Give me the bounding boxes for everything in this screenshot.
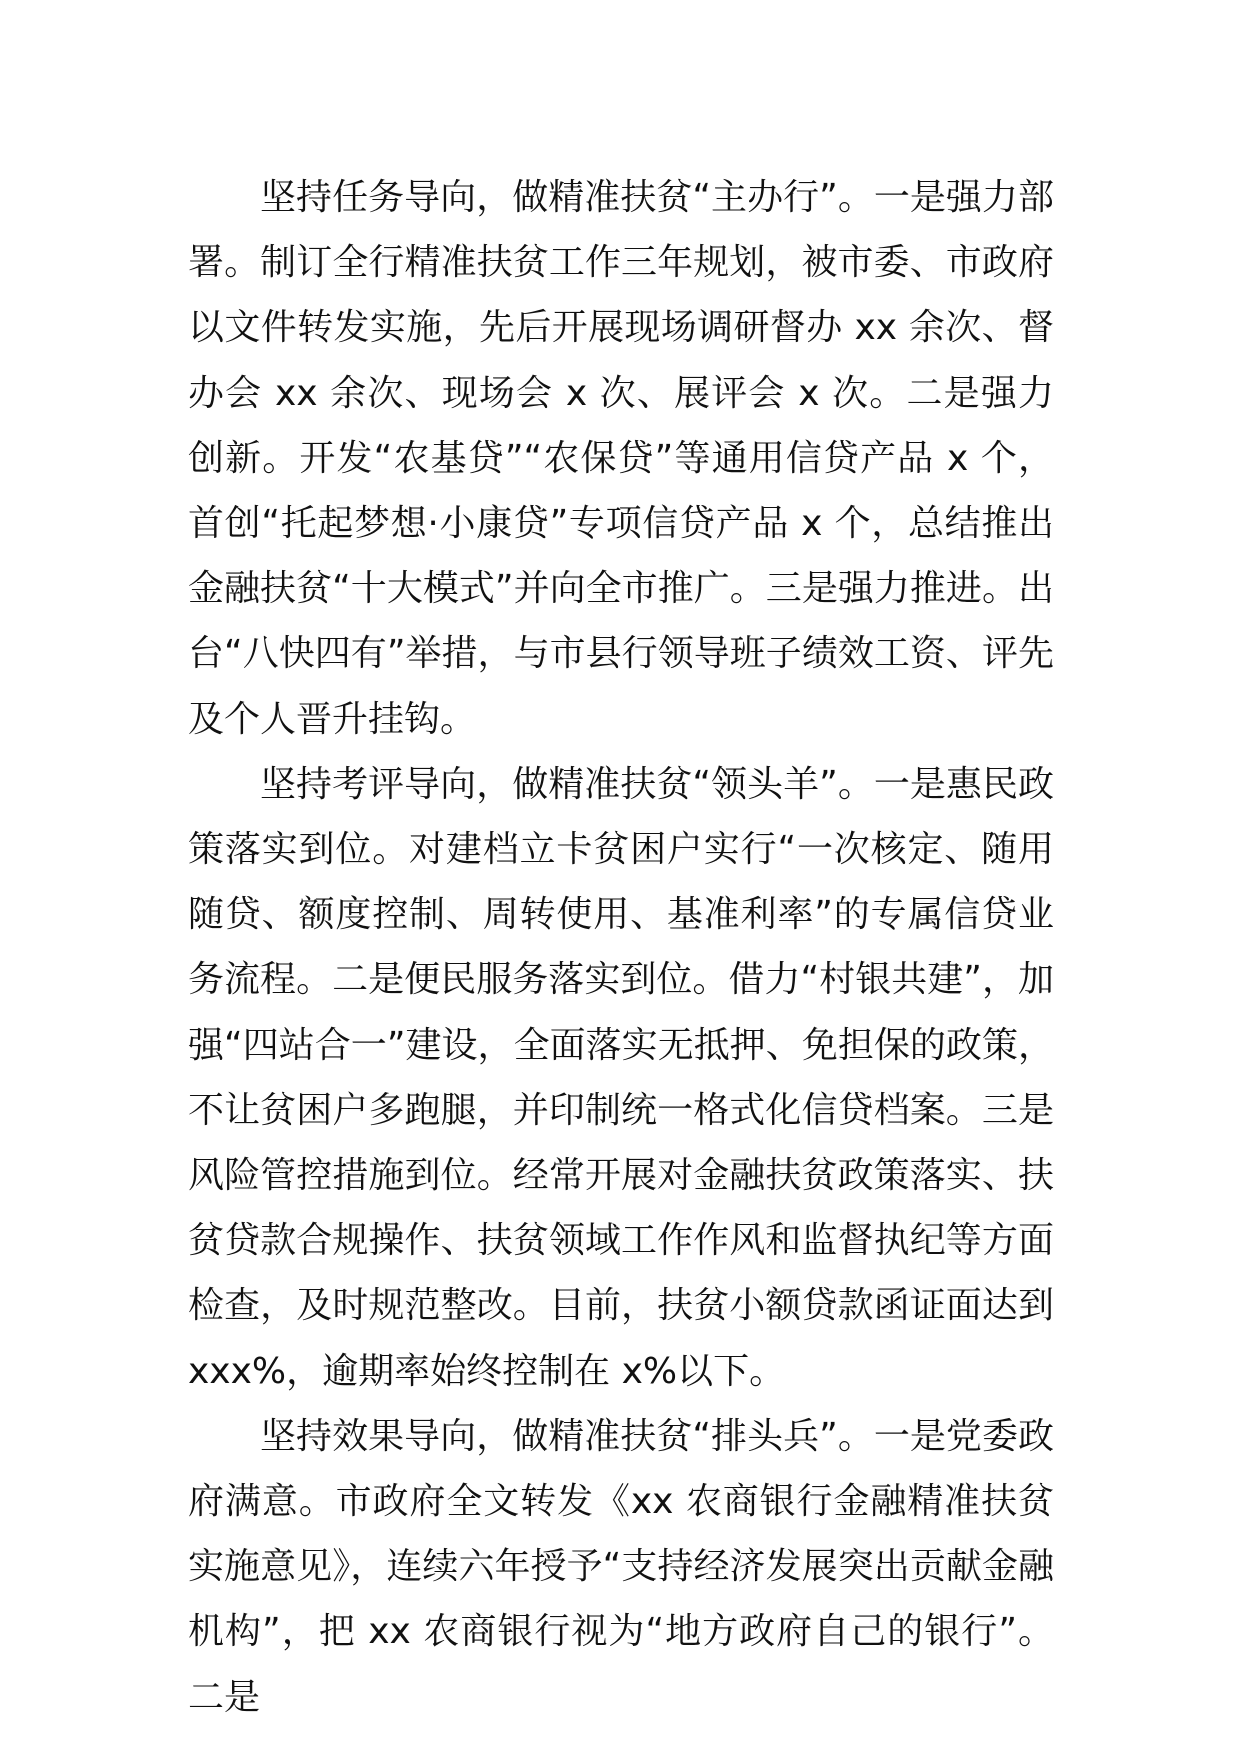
paragraph-task-oriented: 坚持任务导向，做精准扶贫“主办行”。一是强力部署。制订全行精准扶贫工作三年规划，被市委、市政府以文件转发实施，先后开展现场调研督办 xx 余次、督办会 xx 余次、现场会 x 次、展评会 x 次。二是强力创新。开发“农基贷”“农保贷”等通用信贷产品 x 个，首创“托起梦想·小康贷”专项信贷产品 x 个，总结推出金融扶贫“十大模式”并向全市推广。三是强力推进。出台“八快四有”举措，与市县行领导班子绩效工资、评先及个人晋升挂钩。 <box>188 177 1054 740</box>
paragraph-evaluation-oriented: 坚持考评导向，做精准扶贫“领头羊”。一是惠民政策落实到位。对建档立卡贫困户实行“一次核定、随用随贷、额度控制、周转使用、基准利率”的专属信贷业务流程。二是便民服务落实到位。借力“村银共建”，加强“四站合一”建设，全面落实无抵押、免担保的政策，不让贫困户多跑腿，并印制统一格式化信贷档案。三是风险管控措施到位。经常开展对金融扶贫政策落实、扶贫贷款合规操作、扶贫领域工作作风和监督执纪等方面检查，及时规范整改。目前，扶贫小额贷款函证面达到 xxx%，逾期率始终控制在 x%以下。 <box>188 763 1054 1392</box>
paragraph-result-oriented: 坚持效果导向，做精准扶贫“排头兵”。一是党委政府满意。市政府全文转发《xx 农商银行金融精准扶贫实施意见》，连续六年授予“支持经济发展突出贡献金融机构”，把 xx 农商银行视为“地方政府自己的银行”。二是 <box>188 1415 1054 1718</box>
document-body <box>188 165 1054 1730</box>
